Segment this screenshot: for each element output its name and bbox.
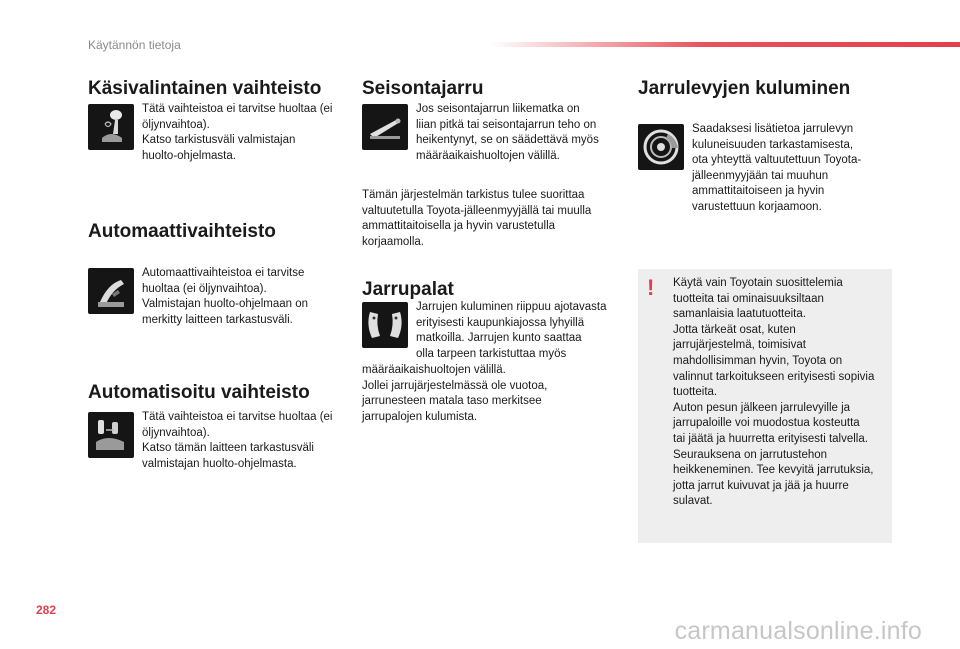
warning-exclamation-icon: ! (647, 275, 655, 300)
brake-pads-icon (362, 302, 408, 348)
brake-disc-text: Saadaksesi lisätietoa jarrulevyn kuluneisuuden tarkastamisesta, ota yhteyttä valtuutettuun Toyota- jälleenmyyjään tai muuhun ammattitaitoiseen ja hyvin varustettuun korjaamoon. (692, 123, 862, 213)
section-title-automated-gearbox: Automatisoitu vaihteisto (88, 382, 310, 403)
automatic-gearbox-text: Automaattivaihteistoa ei tarvitse huoltaa (ei öljynvaihtoa). Valmistajan huolto-ohjelmaan on merkitty laitteen tarkastusväli. (142, 267, 308, 326)
section-title-parking-brake: Seisontajarru (362, 78, 484, 99)
manual-gear-shift-icon (88, 104, 134, 150)
section-title-manual-gearbox: Käsivalintainen vaihteisto (88, 78, 322, 99)
parking-brake-icon (362, 104, 408, 150)
section-title-brake-disc-wear: Jarrulevyjen kuluminen (638, 78, 851, 99)
warning-text: Käytä vain Toyotain suosittelemia tuotteita tai ominaisuuksiltaan samanlaisia laatutuotteita. Jotta tärkeät osat, kuten jarrujärjestelmä, toimisivat mahdollisimman hyvin, Toyota on valinnut tarkoitukseen erityisesti sopivia tuotteita. Auton pesun jälkeen jarrulevyille ja jarrupaloille voi muodostua kosteutta tai jäätä ja huurretta erityisesti talvella. Seurauksena on jarrutustehon heikkeneminen. Tee kevyitä jarrutuksia, jotta jarrut kuivuvat ja jää ja huurre sulavat. (673, 277, 875, 508)
parking-brake-check-text: Tämän järjestelmän tarkistus tulee suorittaa valtuutetulla Toyota-jälleenmyyjällä tai muulla ammattitaitoisella ja hyvin varustetulla korjaamolla. (362, 189, 592, 248)
page-number: 282 (36, 603, 57, 617)
brake-pads-text-continued: määräaikaishuoltojen välillä. Jollei jarrujärjestelmässä ole vuotoa, jarrunesteen matala taso merkitsee jarrupalojen kulumista. (362, 364, 548, 423)
section-title-brake-pads: Jarrupalat (362, 279, 454, 300)
automated-gearbox-icon (88, 412, 134, 458)
automated-gearbox-text: Tätä vaihteistoa ei tarvitse huoltaa (ei öljynvaihtoa). Katso tämän laitteen tarkastusväli valmistajan huolto-ohjelmasta. (142, 411, 333, 470)
manual-gearbox-text: Tätä vaihteistoa ei tarvitse huoltaa (ei öljynvaihtoa). Katso tarkistusväli valmistajan huolto-ohjelmasta. (142, 103, 333, 162)
automatic-gear-shift-icon (88, 268, 134, 314)
header-title: Käytännön tietoja (88, 38, 181, 52)
brake-pads-text: Jarrujen kuluminen riippuu ajotavasta erityisesti kaupunkiajossa lyhyillä matkoilla. Jarrujen kunto saattaa olla tarpeen tarkistuttaa myös (416, 301, 607, 360)
parking-brake-text: Jos seisontajarrun liikematka on liian pitkä tai seisontajarrun teho on heikentynyt, se on säädettävä myös määräaikaishuoltojen välillä. (416, 103, 599, 162)
section-title-automatic-gearbox: Automaattivaihteisto (88, 221, 276, 242)
watermark: carmanualsonline.info (674, 617, 922, 645)
brake-disc-icon (638, 124, 684, 170)
header-accent-bar (490, 42, 960, 47)
